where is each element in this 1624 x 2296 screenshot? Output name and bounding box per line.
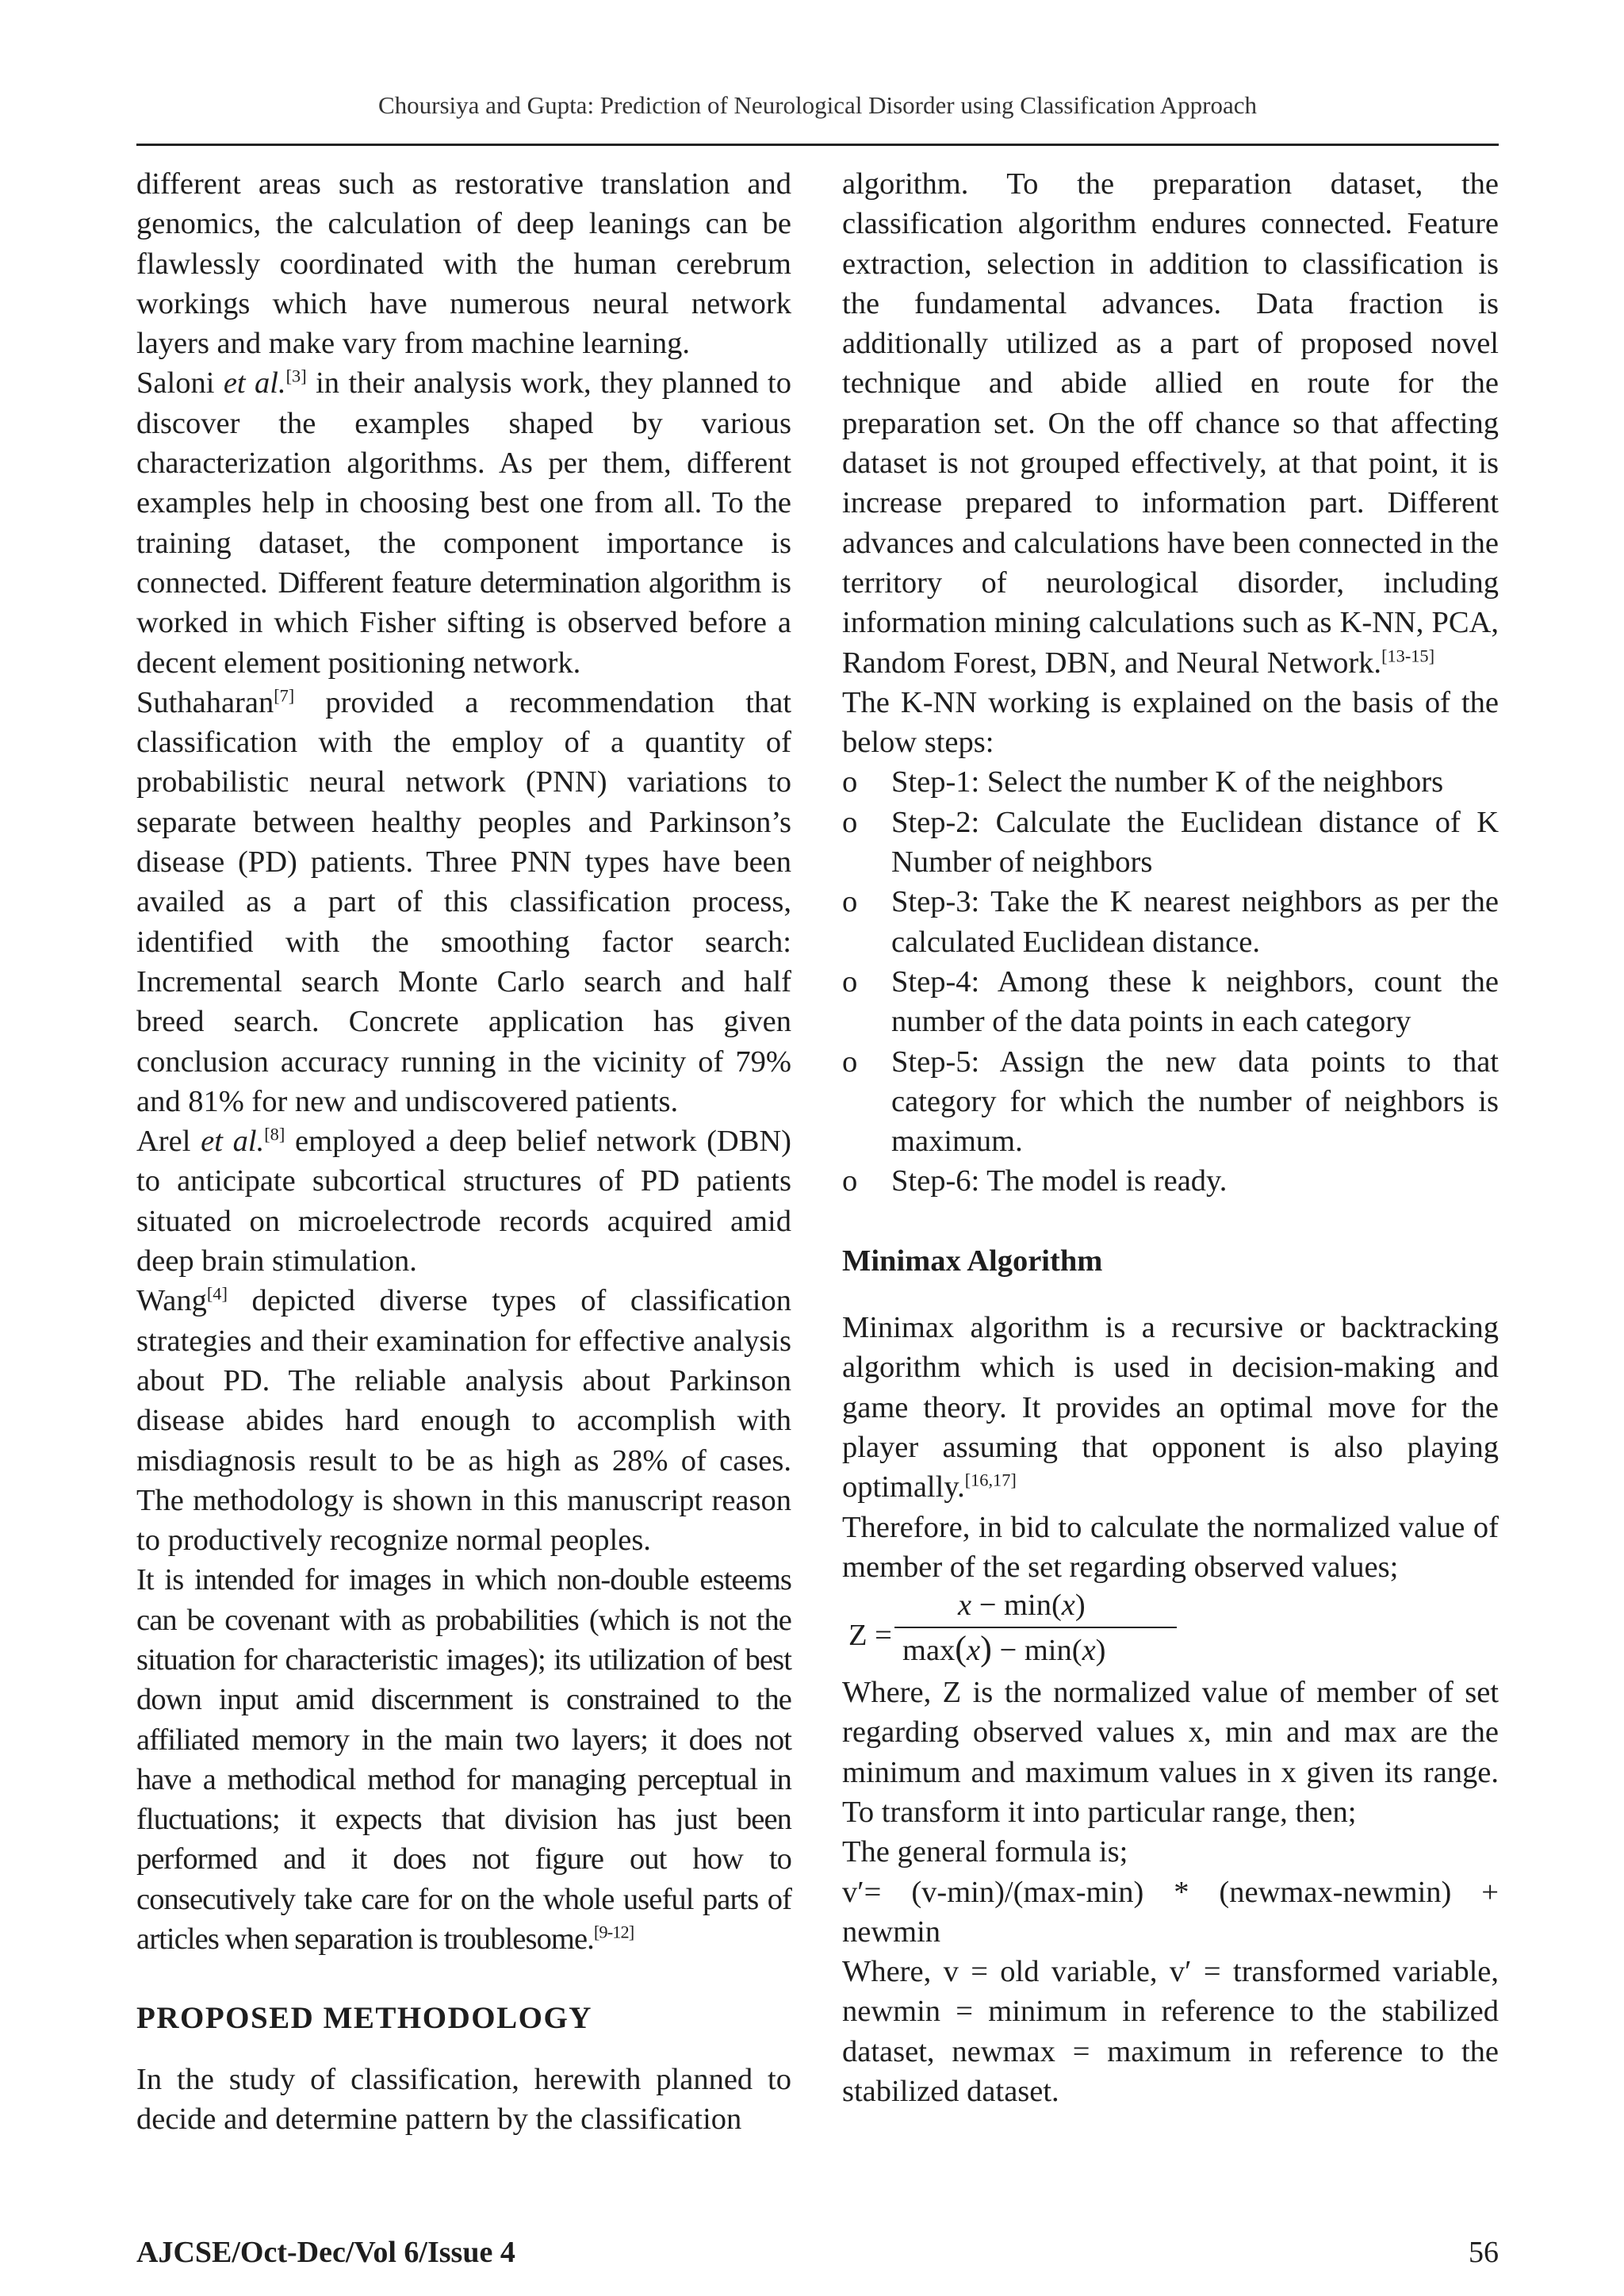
list-item: [842, 882, 1499, 962]
right-column: [842, 164, 1499, 2111]
citation-ref: [4]: [206, 1283, 228, 1304]
spacer: [136, 1959, 791, 1999]
paragraph-arel: [136, 1121, 791, 1281]
knn-steps-list: [842, 762, 1499, 1201]
header-rule: [136, 144, 1499, 146]
bullet: o: [842, 1164, 858, 1198]
author-name: Suthaharan: [136, 685, 274, 719]
paragraph-suthaharan: [136, 683, 791, 1121]
citation-ref: [9-12]: [593, 1922, 634, 1942]
formula-denominator: max(x) − min(x): [902, 1629, 1106, 1669]
paragraph-text: in their analysis work, they planned to discover the examples shaped by various characterization algorithms. As per them, different examples help in choosing best one from all. To the training dataset, the component importance is connected.: [136, 366, 791, 600]
paragraph-text-condensed: Different feature determination algorithm: [278, 565, 761, 600]
paragraph-text: Minimax algorithm is a recursive or backtracking algorithm which is used in decision-making and game theory. It provides an optimal move for the player assuming that opponent is also playing optimally.: [842, 1311, 1499, 1504]
citation-ref: [16,17]: [964, 1470, 1017, 1490]
spacer: [842, 1281, 1499, 1308]
paragraph-text: employed a deep belief network (DBN) to anticipate subcortical structures of PD patients situated on microelectrode records acquired amid deep brain stimulation.: [136, 1125, 792, 1278]
formula-numerator: x − min(x): [958, 1589, 1086, 1623]
paragraph-text: provided a recommendation that classification with the employ of a quantity of probabilistic neural network (PNN) variations to separate between healthy peoples and Parkinson’s disease (PD) patients. Three PNN types have been availed as a part of this classification process, identified with the smoothing factor search: Incremental search Monte Carlo search and half breed search. Concrete application has given conclusion accuracy running in the vicinity of 79% and 81% for new and undiscovered patients.: [136, 685, 791, 1118]
list-item: [842, 962, 1499, 1042]
left-column: [136, 164, 791, 2139]
formula-lhs: Z =: [848, 1619, 892, 1653]
paragraph-text: depicted diverse types of classification strategies and their examination for effective analysis about PD. The reliable analysis about Parkinson disease abides hard enough to accomplish with misdiagnosis result to be as high as 28% of cases. The methodology is shown in this manuscript reason to productively recognize normal peoples.: [136, 1284, 791, 1558]
paragraph-text: It is intended for images in which non-double esteems can be covenant with as probabilities (which is not the situation for characteristic images); its utilization of best down input amid discernment is constrained to the affiliated memory in the main two layers; it does not have a methodical method for managing perceptual in fluctuations; it expects that division has just been performed and it does not figure out how to consecutively take care for on the whole useful parts of articles when separation is troublesome.: [136, 1563, 791, 1957]
paragraph-classification: [842, 164, 1499, 683]
citation-ref: [7]: [274, 685, 295, 706]
step-text: Step-2: Calculate the Euclidean distance of K Number of neighbors: [891, 805, 1499, 880]
citation-ref: [8]: [264, 1124, 285, 1144]
paragraph-images: [136, 1560, 791, 1959]
author-name: Wang: [136, 1284, 207, 1318]
citation-ref: [13-15]: [1381, 646, 1435, 666]
running-title: Choursiya and Gupta: Prediction of Neurological Disorder using Classification Approach: [377, 91, 1258, 119]
bullet: o: [842, 1045, 858, 1079]
step-text: Step-3: Take the K nearest neighbors as per the calculated Euclidean distance.: [891, 885, 1499, 959]
list-item: [842, 1042, 1499, 1162]
author-name: Arel: [136, 1125, 201, 1159]
paragraph-methodology: In the study of classification, herewith planned to decide and determine pattern by the classification: [136, 2062, 791, 2136]
spacer: [842, 1202, 1499, 1241]
paragraph-where-v: Where, v = old variable, v′ = transformed variable, newmin = minimum in reference to the stabilized dataset, newmax = maximum in reference to the stabilized dataset.: [842, 1955, 1499, 2109]
et-al: et al.: [223, 366, 286, 401]
step-text: Step-1: Select the number K of the neighbors: [891, 765, 1444, 799]
fraction-bar: [894, 1627, 1177, 1628]
paragraph-text: algorithm. To the preparation dataset, the classification algorithm endures connected. Feature extraction, selection in addition to classification is the fundamental advances. Data fraction is additionally utilized as a part of proposed novel technique and abide allied en route for the preparation set. On the off chance so that affecting dataset is not grouped effectively, at that point, it is increase prepared to information part. Different advances and calculations have been connected in the territory of neurological disorder, including information mining calculations such as K-NN, PCA, Random Forest, DBN, and Neural Network.: [842, 167, 1499, 680]
step-text: Step-5: Assign the new data points to that category for which the number of neighbors is maximum.: [891, 1045, 1499, 1159]
section-heading: PROPOSED METHODOLOGY: [136, 2001, 592, 2036]
paragraph-knn-intro: The K-NN working is explained on the basis of the below steps:: [842, 685, 1499, 760]
author-name: Saloni: [136, 366, 224, 401]
paragraph-text: is worked in which Fisher sifting is observed before a decent element positioning network.: [136, 565, 791, 680]
citation-ref: [3]: [285, 366, 307, 387]
general-formula-label: The general formula is;: [842, 1835, 1128, 1869]
list-item: [842, 1161, 1499, 1201]
step-text: Step-6: The model is ready.: [891, 1164, 1228, 1198]
paragraph-saloni: [136, 363, 791, 682]
journal-footer: AJCSE/Oct-Dec/Vol 6/Issue 4: [136, 2236, 515, 2269]
paragraph-where-z: Where, Z is the normalized value of member of set regarding observed values x, min and max are the minimum and maximum values in x given its range. To transform it into particular range, then;: [842, 1676, 1499, 1829]
page-number: 56: [1469, 2236, 1499, 2269]
subsection-heading: Minimax Algorithm: [842, 1244, 1103, 1278]
step-text: Step-4: Among these k neighbors, count the number of the data points in each category: [891, 964, 1499, 1039]
bullet: o: [842, 805, 858, 839]
paragraph-wang: [136, 1281, 791, 1560]
bullet: o: [842, 964, 858, 999]
bullet: o: [842, 765, 858, 799]
normalization-formula: [842, 1585, 1499, 1673]
et-al: et al.: [201, 1125, 265, 1159]
paragraph-deep-learning: different areas such as restorative translation and genomics, the calculation of deep leanings can be flawlessly coordinated with the human cerebrum workings which have numerous neural network layers and make vary from machine learning.: [136, 167, 791, 361]
list-item: [842, 762, 1499, 802]
paragraph-minimax: [842, 1308, 1499, 1507]
general-formula: v′= (v-min)/(max-min) * (newmax-newmin) + newmin: [842, 1875, 1499, 1949]
bullet: o: [842, 885, 858, 919]
paragraph-normalize-intro: Therefore, in bid to calculate the normalized value of member of the set regarding observed values;: [842, 1510, 1499, 1584]
spacer: [136, 2039, 791, 2060]
list-item: [842, 803, 1499, 883]
